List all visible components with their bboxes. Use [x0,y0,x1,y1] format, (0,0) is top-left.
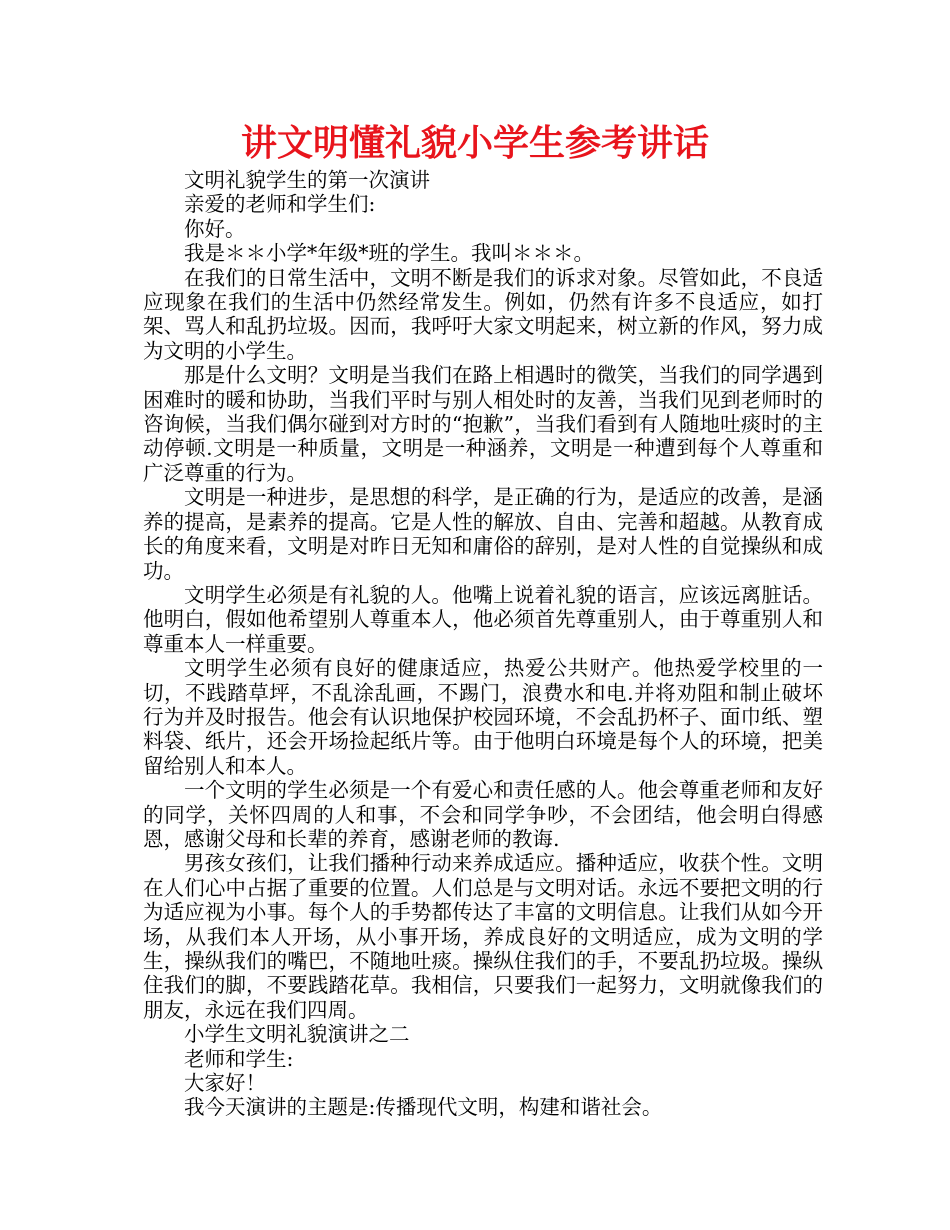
paragraph: 一个文明的学生必须是一个有爱心和责任感的人。他会尊重老师和友好的同学，关怀四周的人和事，不会和同学争吵，不会团结，他会明白得感恩，感谢父母和长辈的养育，感谢老师的教诲. [143,778,823,851]
paragraph: 那是什么文明？文明是当我们在路上相遇时的微笑，当我们的同学遇到困难时的暖和协助，当我们平时与别人相处时的友善，当我们见到老师时的咨询候，当我们偶尔碰到对方时的“抱歉”，当我们看到有人随地吐痰时的主动停顿.文明是一种质量，文明是一种涵养，文明是一种遭到每个人尊重和广泛尊重的行为。 [143,363,823,485]
paragraph-introduction: 我是＊＊小学*年级*班的学生。我叫＊＊＊。 [184,241,594,266]
paragraph: 男孩女孩们，让我们播种行动来养成适应。播种适应，收获个性。文明在人们心中占据了重要的位置。人们总是与文明对话。永远不要把文明的行为适应视为小事。每个人的手势都传达了丰富的文明信息。让我们从如今开场，从我们本人开场，从小事开场，养成良好的文明适应，成为文明的学生，操纵我们的嘴巴，不随地吐痰。操纵住我们的手，不要乱扔垃圾。操纵住我们的脚，不要践踏花草。我相信，只要我们一起努力，文明就像我们的朋友，永远在我们四周。 [143,851,823,1022]
document-title: 讲文明懂礼貌小学生参考讲话 [240,123,709,164]
document-body [143,168,823,1120]
paragraph: 文明是一种进步，是思想的科学，是正确的行为，是适应的改善，是涵养的提高，是素养的提高。它是人性的解放、自由、完善和超越。从教育成长的角度来看，文明是对昨日无知和庸俗的辞别，是对人性的自觉操纵和成功。 [143,485,823,583]
paragraph: 在我们的日常生活中，文明不断是我们的诉求对象。尽管如此，不良适应现象在我们的生活中仍然经常发生。例如，仍然有许多不良适应，如打架、骂人和乱扔垃圾。因而，我呼吁大家文明起来，树立新的作风，努力成为文明的小学生。 [143,265,823,363]
paragraph-salutation: 亲爱的老师和学生们: [184,192,376,217]
paragraph-second-greeting: 大家好！ [184,1071,266,1096]
paragraph-greeting: 你好。 [184,216,246,241]
paragraph-theme: 我今天演讲的主题是:传播现代文明，构建和谐社会。 [184,1095,663,1120]
paragraph: 文明学生必须是有礼貌的人。他嘴上说着礼貌的语言，应该远离脏话。他明白，假如他希望别人尊重本人，他必须首先尊重别人，由于尊重别人和尊重本人一样重要。 [143,582,823,656]
paragraph-second-speech-heading: 小学生文明礼貌演讲之二 [184,1022,410,1047]
paragraph-speech-heading: 文明礼貌学生的第一次演讲 [184,168,430,192]
paragraph: 文明学生必须有良好的健康适应，热爱公共财产。他热爱学校里的一切，不践踏草坪，不乱涂乱画，不踢门，浪费水和电.并将劝阻和制止破坏行为并及时报告。他会有认识地保护校园环境，不会乱扔杯子、面巾纸、塑料袋、纸片，还会开场捡起纸片等。由于他明白环境是每个人的环境，把美留给别人和本人。 [143,656,823,778]
paragraph-second-salutation: 老师和学生: [184,1046,294,1071]
